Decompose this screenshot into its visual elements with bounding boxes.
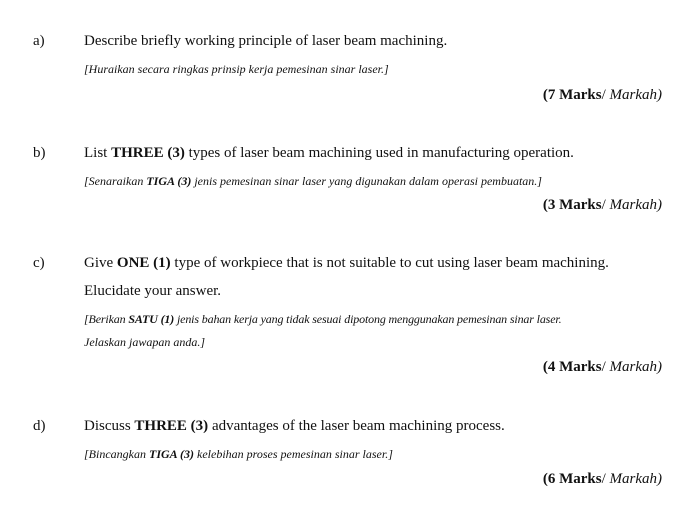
question-text-english: List THREE (3) types of laser beam machining used in manufacturing operation. — [84, 145, 574, 161]
question-text-english: Give ONE (1) type of workpiece that is not suitable to cut using laser beam machining. — [84, 255, 609, 271]
marks-label: (3 Marks/ Markah) — [542, 197, 662, 213]
question-label: d) — [33, 418, 46, 434]
question-text-malay-line2: Jelaskan jawapan anda.] — [84, 335, 205, 349]
marks-label: (6 Marks/ Markah) — [542, 471, 662, 487]
question-text-malay: [Senaraikan TIGA (3) jenis pemesinan sinar laser yang digunakan dalam operasi pembuatan.] — [84, 174, 542, 188]
marks-label: (7 Marks/ Markah) — [542, 87, 662, 103]
question-text-english-line2: Elucidate your answer. — [84, 283, 222, 299]
question-label: b) — [33, 145, 46, 161]
question-text-malay: [Huraikan secara ringkas prinsip kerja pemesinan sinar laser.] — [84, 62, 389, 76]
marks-label: (4 Marks/ Markah) — [542, 359, 662, 375]
question-text-english: Discuss THREE (3) advantages of the laser beam machining process. — [84, 418, 505, 434]
question-text-english: Describe briefly working principle of laser beam machining. — [84, 33, 448, 49]
question-text-malay: [Bincangkan TIGA (3) kelebihan proses pemesinan sinar laser.] — [84, 447, 393, 461]
question-label: a) — [33, 33, 45, 49]
question-label: c) — [33, 255, 45, 271]
question-text-malay: [Berikan SATU (1) jenis bahan kerja yang tidak sesuai dipotong menggunakan pemesinan sinar laser. — [84, 312, 562, 326]
